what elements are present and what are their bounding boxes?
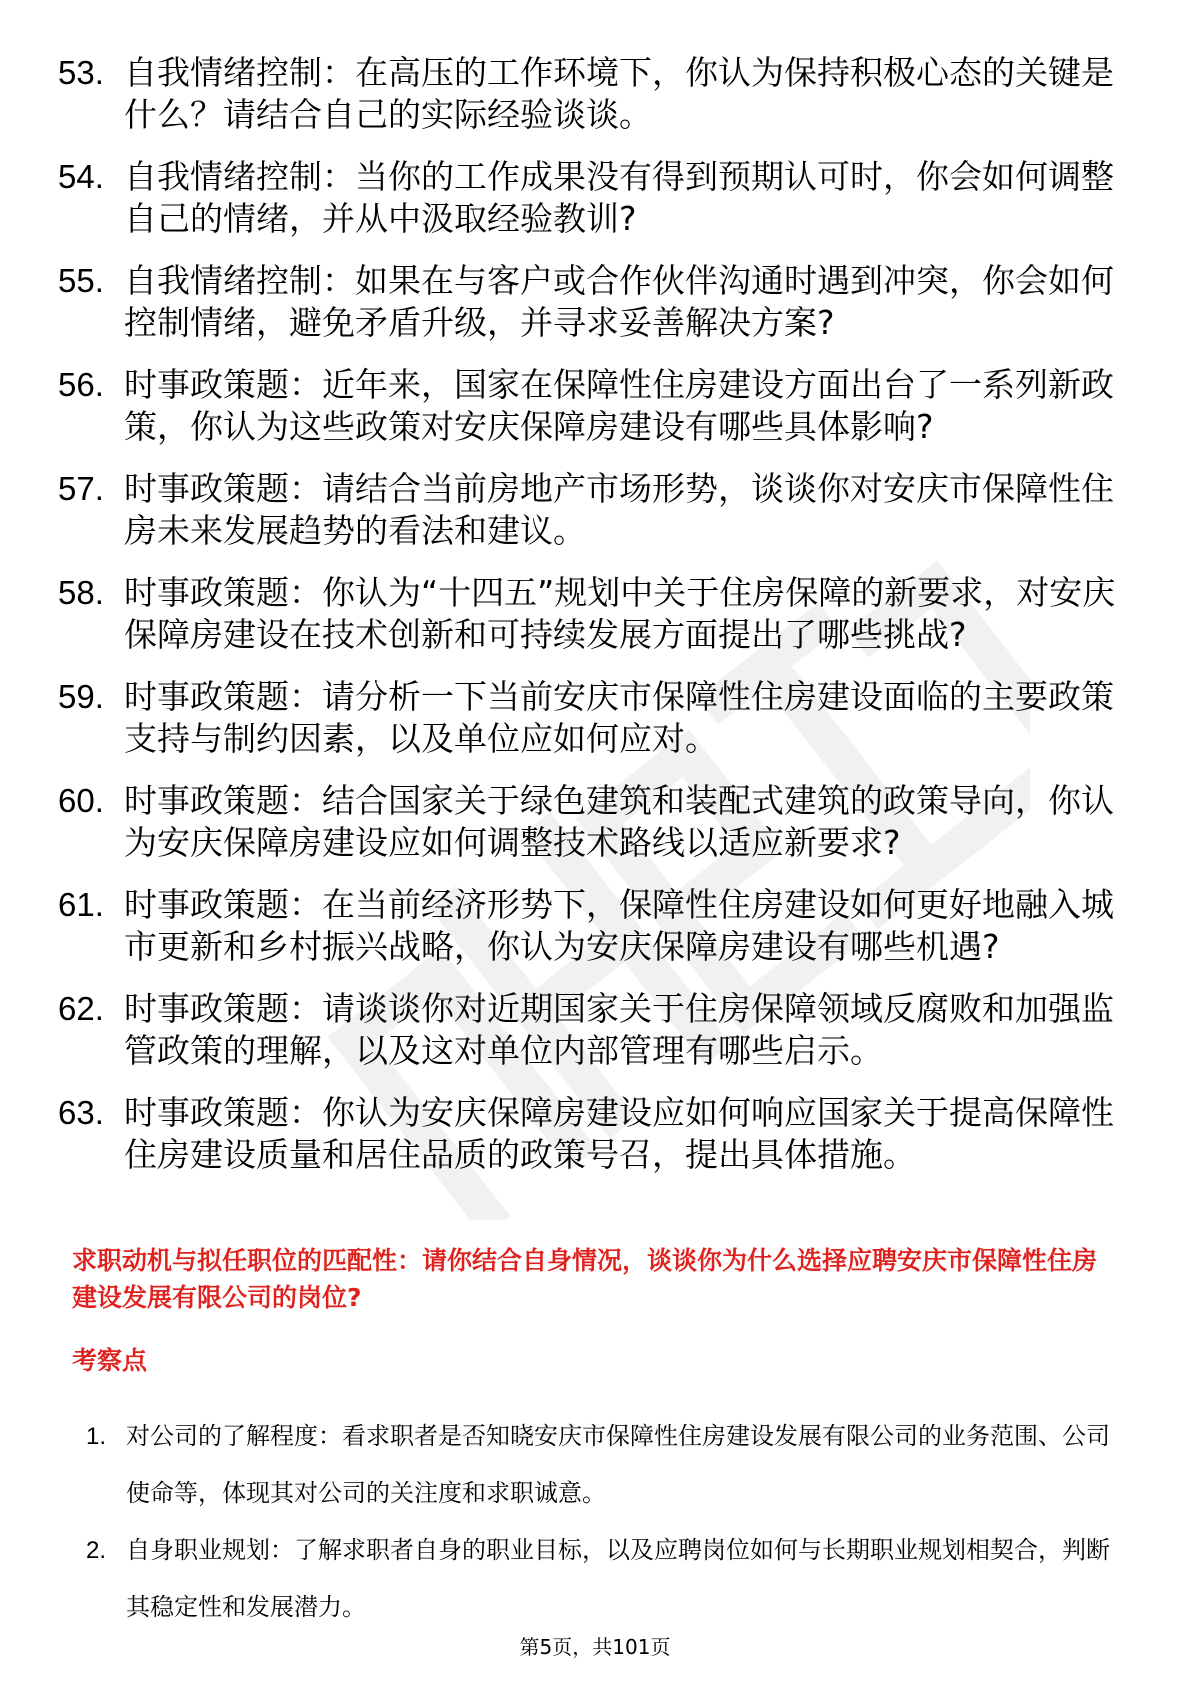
item-text: 时事政策题：请谈谈你对近期国家关于住房保障领域反腐败和加强监管政策的理解，以及这对单位内部管理有哪些启示。 (124, 989, 1114, 1070)
list-item (58, 156, 1118, 240)
item-text: 自我情绪控制：当你的工作成果没有得到预期认可时，你会如何调整自己的情绪，并从中汲取经验教训? (124, 157, 1114, 238)
item-text: 时事政策题：近年来，国家在保障性住房建设方面出台了一系列新政策，你认为这些政策对安庆保障房建设有哪些具体影响? (124, 365, 1114, 446)
list-item (58, 468, 1118, 552)
item-number: 53. (58, 54, 104, 91)
list-item (58, 260, 1118, 344)
list-item (86, 1408, 1118, 1522)
point-list (86, 1408, 1118, 1636)
list-item (58, 676, 1118, 760)
list-item (58, 884, 1118, 968)
section-heading: 求职动机与拟任职位的匹配性：请你结合自身情况，谈谈你为什么选择应聘安庆市保障性住房建设发展有限公司的岗位? (72, 1246, 1098, 1312)
question-list (58, 52, 1118, 1196)
item-text: 自我情绪控制：在高压的工作环境下，你认为保持积极心态的关键是什么？请结合自己的实际经验谈谈。 (124, 53, 1114, 134)
item-text: 时事政策题：你认为“十四五”规划中关于住房保障的新要求，对安庆保障房建设在技术创新和可持续发展方面提出了哪些挑战? (124, 573, 1116, 654)
item-text: 自我情绪控制：如果在与客户或合作伙伴沟通时遇到冲突，你会如何控制情绪，避免矛盾升级，并寻求妥善解决方案? (124, 261, 1114, 342)
item-number: 54. (58, 158, 104, 195)
item-number: 2. (86, 1537, 107, 1564)
list-item (86, 1522, 1118, 1636)
list-item (58, 1092, 1118, 1176)
list-item (58, 988, 1118, 1072)
item-number: 61. (58, 886, 104, 923)
item-number: 59. (58, 678, 104, 715)
page-footer: 第5页，共101页 (519, 1635, 671, 1659)
list-item (58, 780, 1118, 864)
list-item (58, 52, 1118, 136)
list-item (58, 364, 1118, 448)
item-number: 57. (58, 470, 104, 507)
item-number: 63. (58, 1094, 104, 1131)
list-item (58, 572, 1118, 656)
subheading: 考察点 (72, 1346, 148, 1375)
item-number: 58. (58, 574, 104, 611)
item-text: 时事政策题：结合国家关于绿色建筑和装配式建筑的政策导向，你认为安庆保障房建设应如何调整技术路线以适应新要求? (124, 781, 1114, 862)
item-text: 对公司的了解程度：看求职者是否知晓安庆市保障性住房建设发展有限公司的业务范围、公司使命等，体现其对公司的关注度和求职诚意。 (126, 1422, 1110, 1507)
item-number: 60. (58, 782, 104, 819)
item-text: 时事政策题：你认为安庆保障房建设应如何响应国家关于提高保障性住房建设质量和居住品质的政策号召，提出具体措施。 (124, 1093, 1114, 1174)
item-text: 时事政策题：在当前经济形势下，保障性住房建设如何更好地融入城市更新和乡村振兴战略，你认为安庆保障房建设有哪些机遇? (124, 885, 1114, 966)
item-number: 1. (86, 1423, 107, 1450)
item-text: 自身职业规划：了解求职者自身的职业目标，以及应聘岗位如何与长期职业规划相契合，判断其稳定性和发展潜力。 (126, 1536, 1110, 1621)
item-number: 56. (58, 366, 104, 403)
item-text: 时事政策题：请分析一下当前安庆市保障性住房建设面临的主要政策支持与制约因素，以及单位应如何应对。 (124, 677, 1114, 758)
item-text: 时事政策题：请结合当前房地产市场形势，谈谈你对安庆市保障性住房未来发展趋势的看法和建议。 (124, 469, 1114, 550)
item-number: 55. (58, 262, 104, 299)
item-number: 62. (58, 990, 104, 1027)
